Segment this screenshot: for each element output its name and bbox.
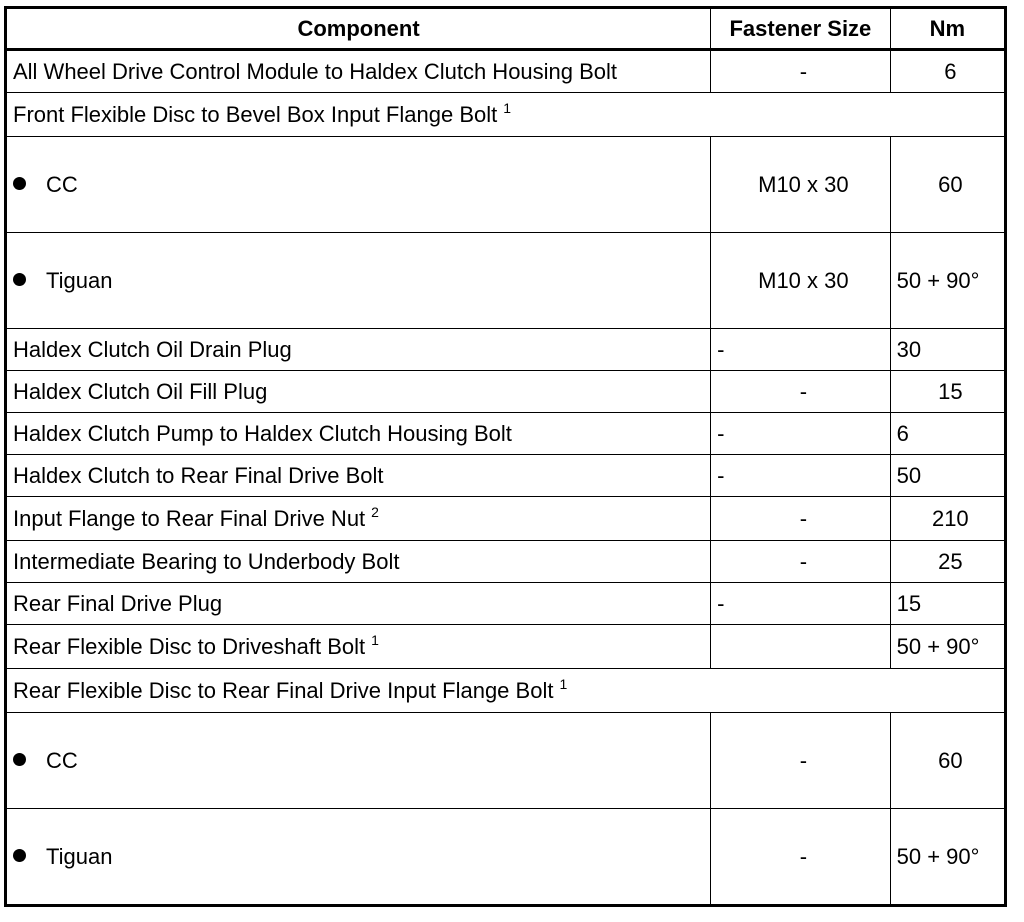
table-row xyxy=(6,497,1006,541)
header-fastener-size: Fastener Size xyxy=(711,8,891,50)
table-row xyxy=(6,50,1006,93)
bullet-icon xyxy=(13,753,26,766)
component-group-cell xyxy=(6,669,1006,713)
component-cell xyxy=(6,625,711,669)
component-cell xyxy=(6,809,711,906)
component-cell xyxy=(6,137,711,233)
torque-cell: 50 + 90° xyxy=(890,233,1005,329)
torque-spec-table xyxy=(4,6,1007,907)
component-cell: Intermediate Bearing to Underbody Bolt xyxy=(6,541,711,583)
torque-cell: 50 + 90° xyxy=(890,625,1005,669)
component-text: Front Flexible Disc to Bevel Box Input Flange Bolt xyxy=(13,101,498,127)
fastener-size-cell: - xyxy=(711,713,891,809)
fastener-size-cell xyxy=(711,625,891,669)
torque-cell: 60 xyxy=(890,137,1005,233)
torque-cell: 210 xyxy=(890,497,1005,541)
torque-cell: 6 xyxy=(890,413,1005,455)
component-cell xyxy=(6,233,711,329)
table-row xyxy=(6,413,1006,455)
table-row xyxy=(6,583,1006,625)
fastener-size-cell: - xyxy=(711,809,891,906)
torque-cell: 6 xyxy=(890,50,1005,93)
footnote-ref: 1 xyxy=(503,99,512,116)
component-group-cell xyxy=(6,93,1006,137)
footnote-ref: 1 xyxy=(371,631,379,648)
component-text: CC xyxy=(46,171,78,197)
footnote-ref: 1 xyxy=(559,675,568,692)
component-cell: Haldex Clutch Oil Drain Plug xyxy=(6,329,711,371)
fastener-size-cell: - xyxy=(711,371,891,413)
component-text: Tiguan xyxy=(46,843,113,869)
table-row xyxy=(6,137,1006,233)
torque-cell: 25 xyxy=(890,541,1005,583)
component-cell: Haldex Clutch Oil Fill Plug xyxy=(6,371,711,413)
component-cell: Haldex Clutch Pump to Haldex Clutch Housing Bolt xyxy=(6,413,711,455)
torque-cell: 50 + 90° xyxy=(890,809,1005,906)
fastener-size-cell: - xyxy=(711,413,891,455)
bullet-icon xyxy=(13,177,26,190)
torque-cell: 50 xyxy=(890,455,1005,497)
component-cell: Rear Final Drive Plug xyxy=(6,583,711,625)
table-row xyxy=(6,455,1006,497)
component-cell: Haldex Clutch to Rear Final Drive Bolt xyxy=(6,455,711,497)
torque-cell: 60 xyxy=(890,713,1005,809)
component-text: Rear Flexible Disc to Driveshaft Bolt xyxy=(13,633,366,659)
header-component: Component xyxy=(6,8,711,50)
table-row xyxy=(6,371,1006,413)
fastener-size-cell: - xyxy=(711,50,891,93)
component-cell xyxy=(6,497,711,541)
component-cell xyxy=(6,713,711,809)
header-nm: Nm xyxy=(890,8,1005,50)
table-row xyxy=(6,93,1006,137)
component-text: Tiguan xyxy=(46,267,113,293)
component-cell: All Wheel Drive Control Module to Haldex Clutch Housing Bolt xyxy=(6,50,711,93)
fastener-size-cell: - xyxy=(711,541,891,583)
torque-cell: 15 xyxy=(890,583,1005,625)
fastener-size-cell: - xyxy=(711,455,891,497)
table-row xyxy=(6,669,1006,713)
table-row xyxy=(6,329,1006,371)
table-row xyxy=(6,541,1006,583)
fastener-size-cell: - xyxy=(711,583,891,625)
table-row xyxy=(6,713,1006,809)
fastener-size-cell: - xyxy=(711,497,891,541)
table-row xyxy=(6,809,1006,906)
component-text: CC xyxy=(46,747,78,773)
bullet-icon xyxy=(13,849,26,862)
table-row xyxy=(6,233,1006,329)
fastener-size-cell: - xyxy=(711,329,891,371)
fastener-size-cell: M10 x 30 xyxy=(711,233,891,329)
footnote-ref: 2 xyxy=(371,503,379,520)
bullet-icon xyxy=(13,273,26,286)
table-row xyxy=(6,625,1006,669)
torque-cell: 30 xyxy=(890,329,1005,371)
component-text: Rear Flexible Disc to Rear Final Drive Input Flange Bolt xyxy=(13,677,554,703)
torque-cell: 15 xyxy=(890,371,1005,413)
header-row xyxy=(6,8,1006,50)
fastener-size-cell: M10 x 30 xyxy=(711,137,891,233)
component-text: Input Flange to Rear Final Drive Nut xyxy=(13,505,366,531)
